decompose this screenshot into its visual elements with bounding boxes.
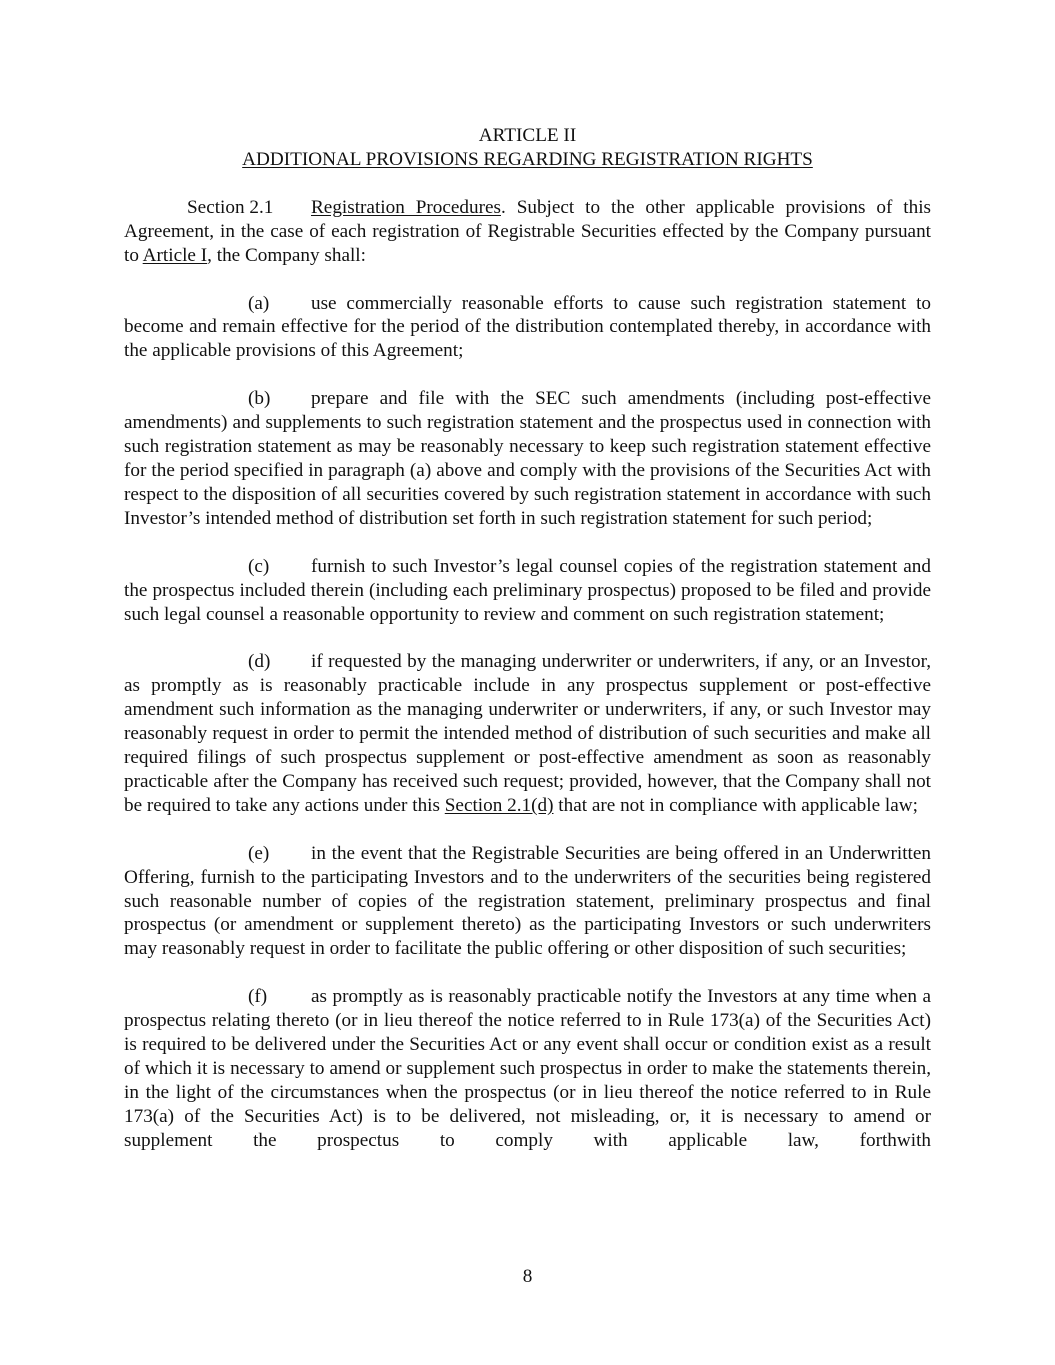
section-number: Section 2.1 — [187, 196, 274, 218]
section-title: Registration Procedures — [311, 196, 501, 218]
article-i-reference: Article I — [142, 244, 208, 266]
clause-c — [124, 555, 931, 627]
document-page — [124, 124, 931, 1153]
section-intro-text: . Subject to the other applicable provisions of this Agreement, in the case of each registration of Registrable Securities effected by the Company pursuant to — [124, 196, 931, 266]
clause-label: (f) — [248, 986, 268, 1008]
section-2-1-intro — [124, 196, 931, 268]
article-title — [124, 148, 931, 172]
article-number: ARTICLE II — [478, 125, 577, 146]
clause-text: as promptly as is reasonably practicable notify the Investors at any time when a prospectus relating thereto (or in lieu thereof the notice referred to in Rule 173(a) of the Securities Act) is required to be delivered under the Securities Act or any event shall occur or condition exist as a result of which it is necessary to amend or supplement such prospectus in order to make the statements therein, in the light of the circumstances when the prospectus (or in lieu thereof the notice referred to in Rule 173(a) of the Securities Act) is to be delivered, not misleading, or, it is necessary to amend or supplement the prospectus to comply with applicable law, forthwith — [124, 986, 931, 1151]
clause-text: prepare and file with the SEC such amendments (including post-effective amendments) and supplements to such registration statement and the prospectus used in connection with such registration statement as may be reasonably necessary to keep such registration statement effective for the period specified in paragraph (a) above and comply with the provisions of the Securities Act with respect to the disposition of all securities covered by such registration statement in accordance with such Investor’s intended method of distribution set forth in such registration statement for such period; — [124, 388, 931, 529]
clause-text: in the event that the Registrable Securities are being offered in an Underwritten Offering, furnish to the participating Investors and to the underwriters of the securities being registered such reasonable number of copies of the registration statement, preliminary prospectus and final prospectus (or amendment or supplement thereto) as the participating Investors or such underwriters may reasonably request in order to facilitate the public offering or other disposition of such securities; — [124, 842, 931, 960]
clause-f — [124, 985, 931, 1152]
section-2-1-d-reference: Section 2.1(d) — [444, 794, 554, 816]
clause-text-end: that are not in compliance with applicable law; — [553, 794, 918, 816]
clause-text: use commercially reasonable efforts to cause such registration statement to become and remain effective for the period of the distribution contemplated thereby, in accordance with the applicable provisions of this Agreement; — [124, 292, 931, 362]
clause-label: (b) — [248, 388, 271, 410]
clause-label: (e) — [248, 842, 270, 864]
clause-b — [124, 387, 931, 530]
section-intro-end: , the Company shall: — [207, 244, 366, 266]
clause-a — [124, 292, 931, 364]
clause-e — [124, 842, 931, 962]
clause-label: (d) — [248, 651, 271, 673]
clause-label: (a) — [248, 292, 270, 314]
clause-text: if requested by the managing underwriter or underwriters, if any, or an Investor, as promptly as is reasonably practicable include in any prospectus supplement or post-effective amendment such information as the managing underwriter or underwriters, if any, or such Investor may reasonably request in order to permit the intended method of distribution of such securities and make all required filings of such prospectus supplement or post-effective amendment as soon as reasonably practicable after the Company has received such request; provided, however, that the Company shall not be required to take any actions under this — [124, 651, 931, 816]
clause-text: furnish to such Investor’s legal counsel copies of the registration statement and the prospectus included therein (including each preliminary prospectus) proposed to be filed and provide such legal counsel a reasonable opportunity to review and comment on such registration statement; — [124, 555, 931, 625]
clause-d — [124, 650, 931, 817]
article-title-text: ADDITIONAL PROVISIONS REGARDING REGISTRATION RIGHTS — [242, 148, 813, 170]
page-number: 8 — [522, 1266, 533, 1287]
clause-label: (c) — [248, 555, 270, 577]
